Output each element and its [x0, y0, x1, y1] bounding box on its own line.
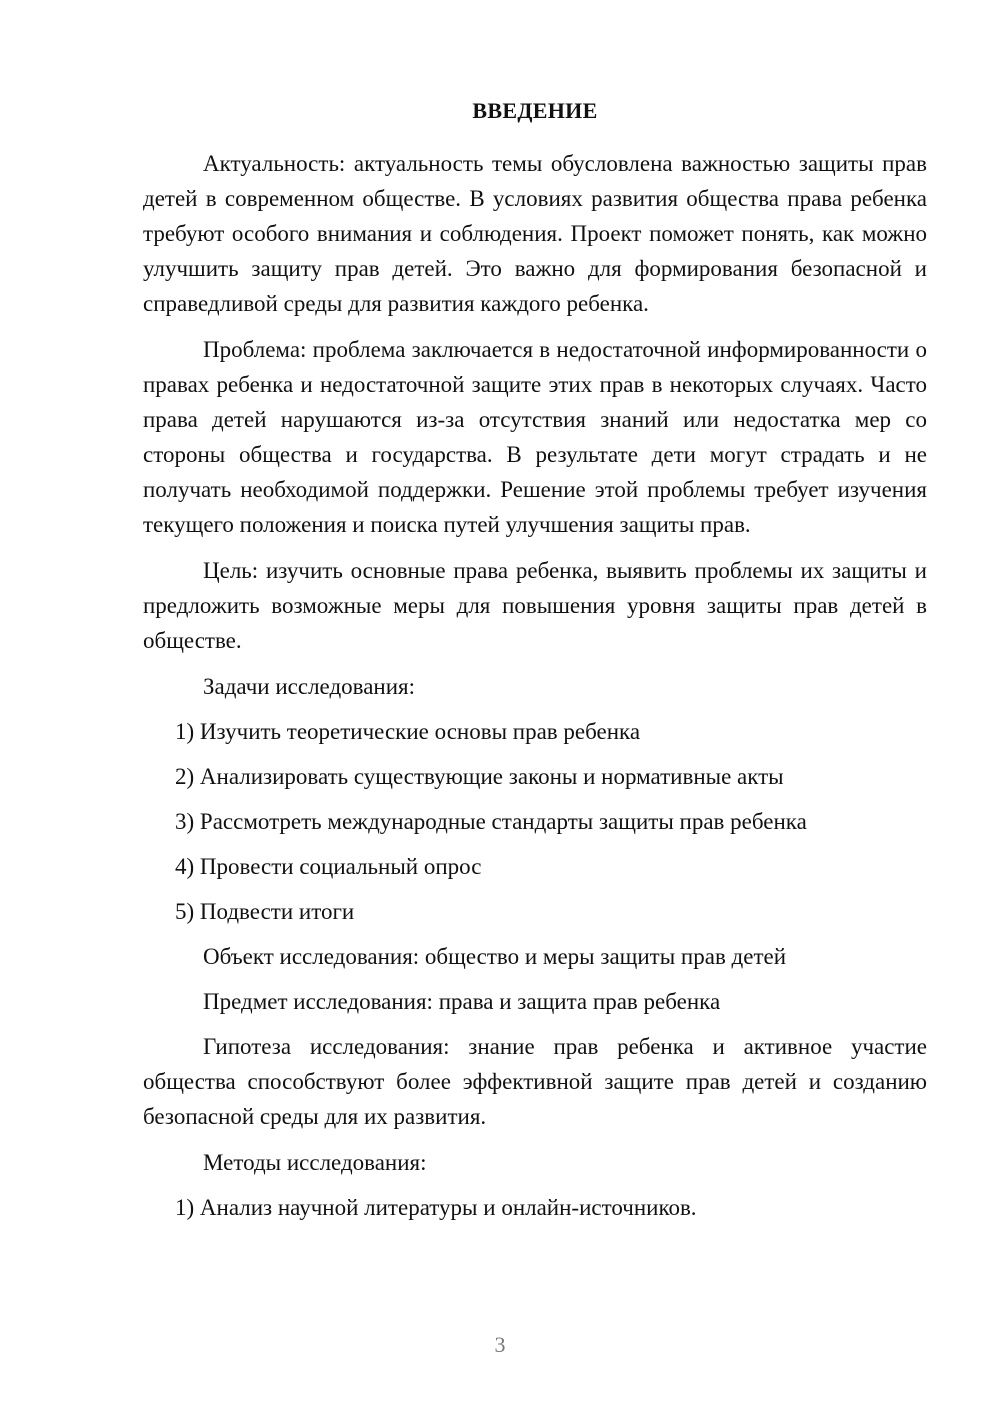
research-subject: Предмет исследования: права и защита прав ребенка — [203, 989, 721, 1014]
methods-title: Методы исследования: — [203, 1150, 427, 1175]
method-item: 1) Анализ научной литературы и онлайн-источников. — [175, 1195, 697, 1220]
problem-paragraph: Проблема: проблема заключается в недостаточной информированности о правах ребенка и недостаточной защите этих прав в некоторых случаях. Часто права детей нарушаются из-за отсутствия знаний или недостатка мер со стороны общества и государства. В результате дети могут страдать и не получать необходимой поддержки. Решение этой проблемы требует изучения текущего положения и поиска путей улучшения защиты прав. — [143, 337, 927, 537]
tasks-list — [143, 714, 927, 929]
goal-paragraph: Цель: изучить основные права ребенка, выявить проблемы их защиты и предложить возможные меры для повышения уровня защиты прав детей в обществе. — [143, 558, 927, 653]
task-item: 4) Провести социальный опрос — [175, 854, 482, 879]
task-item: 2) Анализировать существующие законы и нормативные акты — [175, 764, 784, 789]
page-content — [143, 96, 927, 1235]
page-number: 3 — [494, 1332, 506, 1357]
tasks-title: Задачи исследования: — [203, 674, 416, 699]
methods-list — [143, 1190, 927, 1225]
task-item: 3) Рассмотреть международные стандарты защиты прав ребенка — [175, 809, 807, 834]
relevance-paragraph: Актуальность: актуальность темы обусловлена важностью защиты прав детей в современном обществе. В условиях развития общества права ребенка требуют особого внимания и соблюдения. Проект поможет понять, как можно улучшить защиту прав детей. Это важно для формирования безопасной и справедливой среды для развития каждого ребенка. — [143, 151, 927, 316]
hypothesis-paragraph: Гипотеза исследования: знание прав ребенка и активное участие общества способствуют более эффективной защите прав детей и созданию безопасной среды для их развития. — [143, 1034, 927, 1129]
task-item: 1) Изучить теоретические основы прав ребенка — [175, 719, 641, 744]
research-object: Объект исследования: общество и меры защиты прав детей — [203, 944, 787, 969]
section-heading: ВВЕДЕНИЕ — [472, 98, 598, 123]
task-item: 5) Подвести итоги — [175, 899, 355, 924]
